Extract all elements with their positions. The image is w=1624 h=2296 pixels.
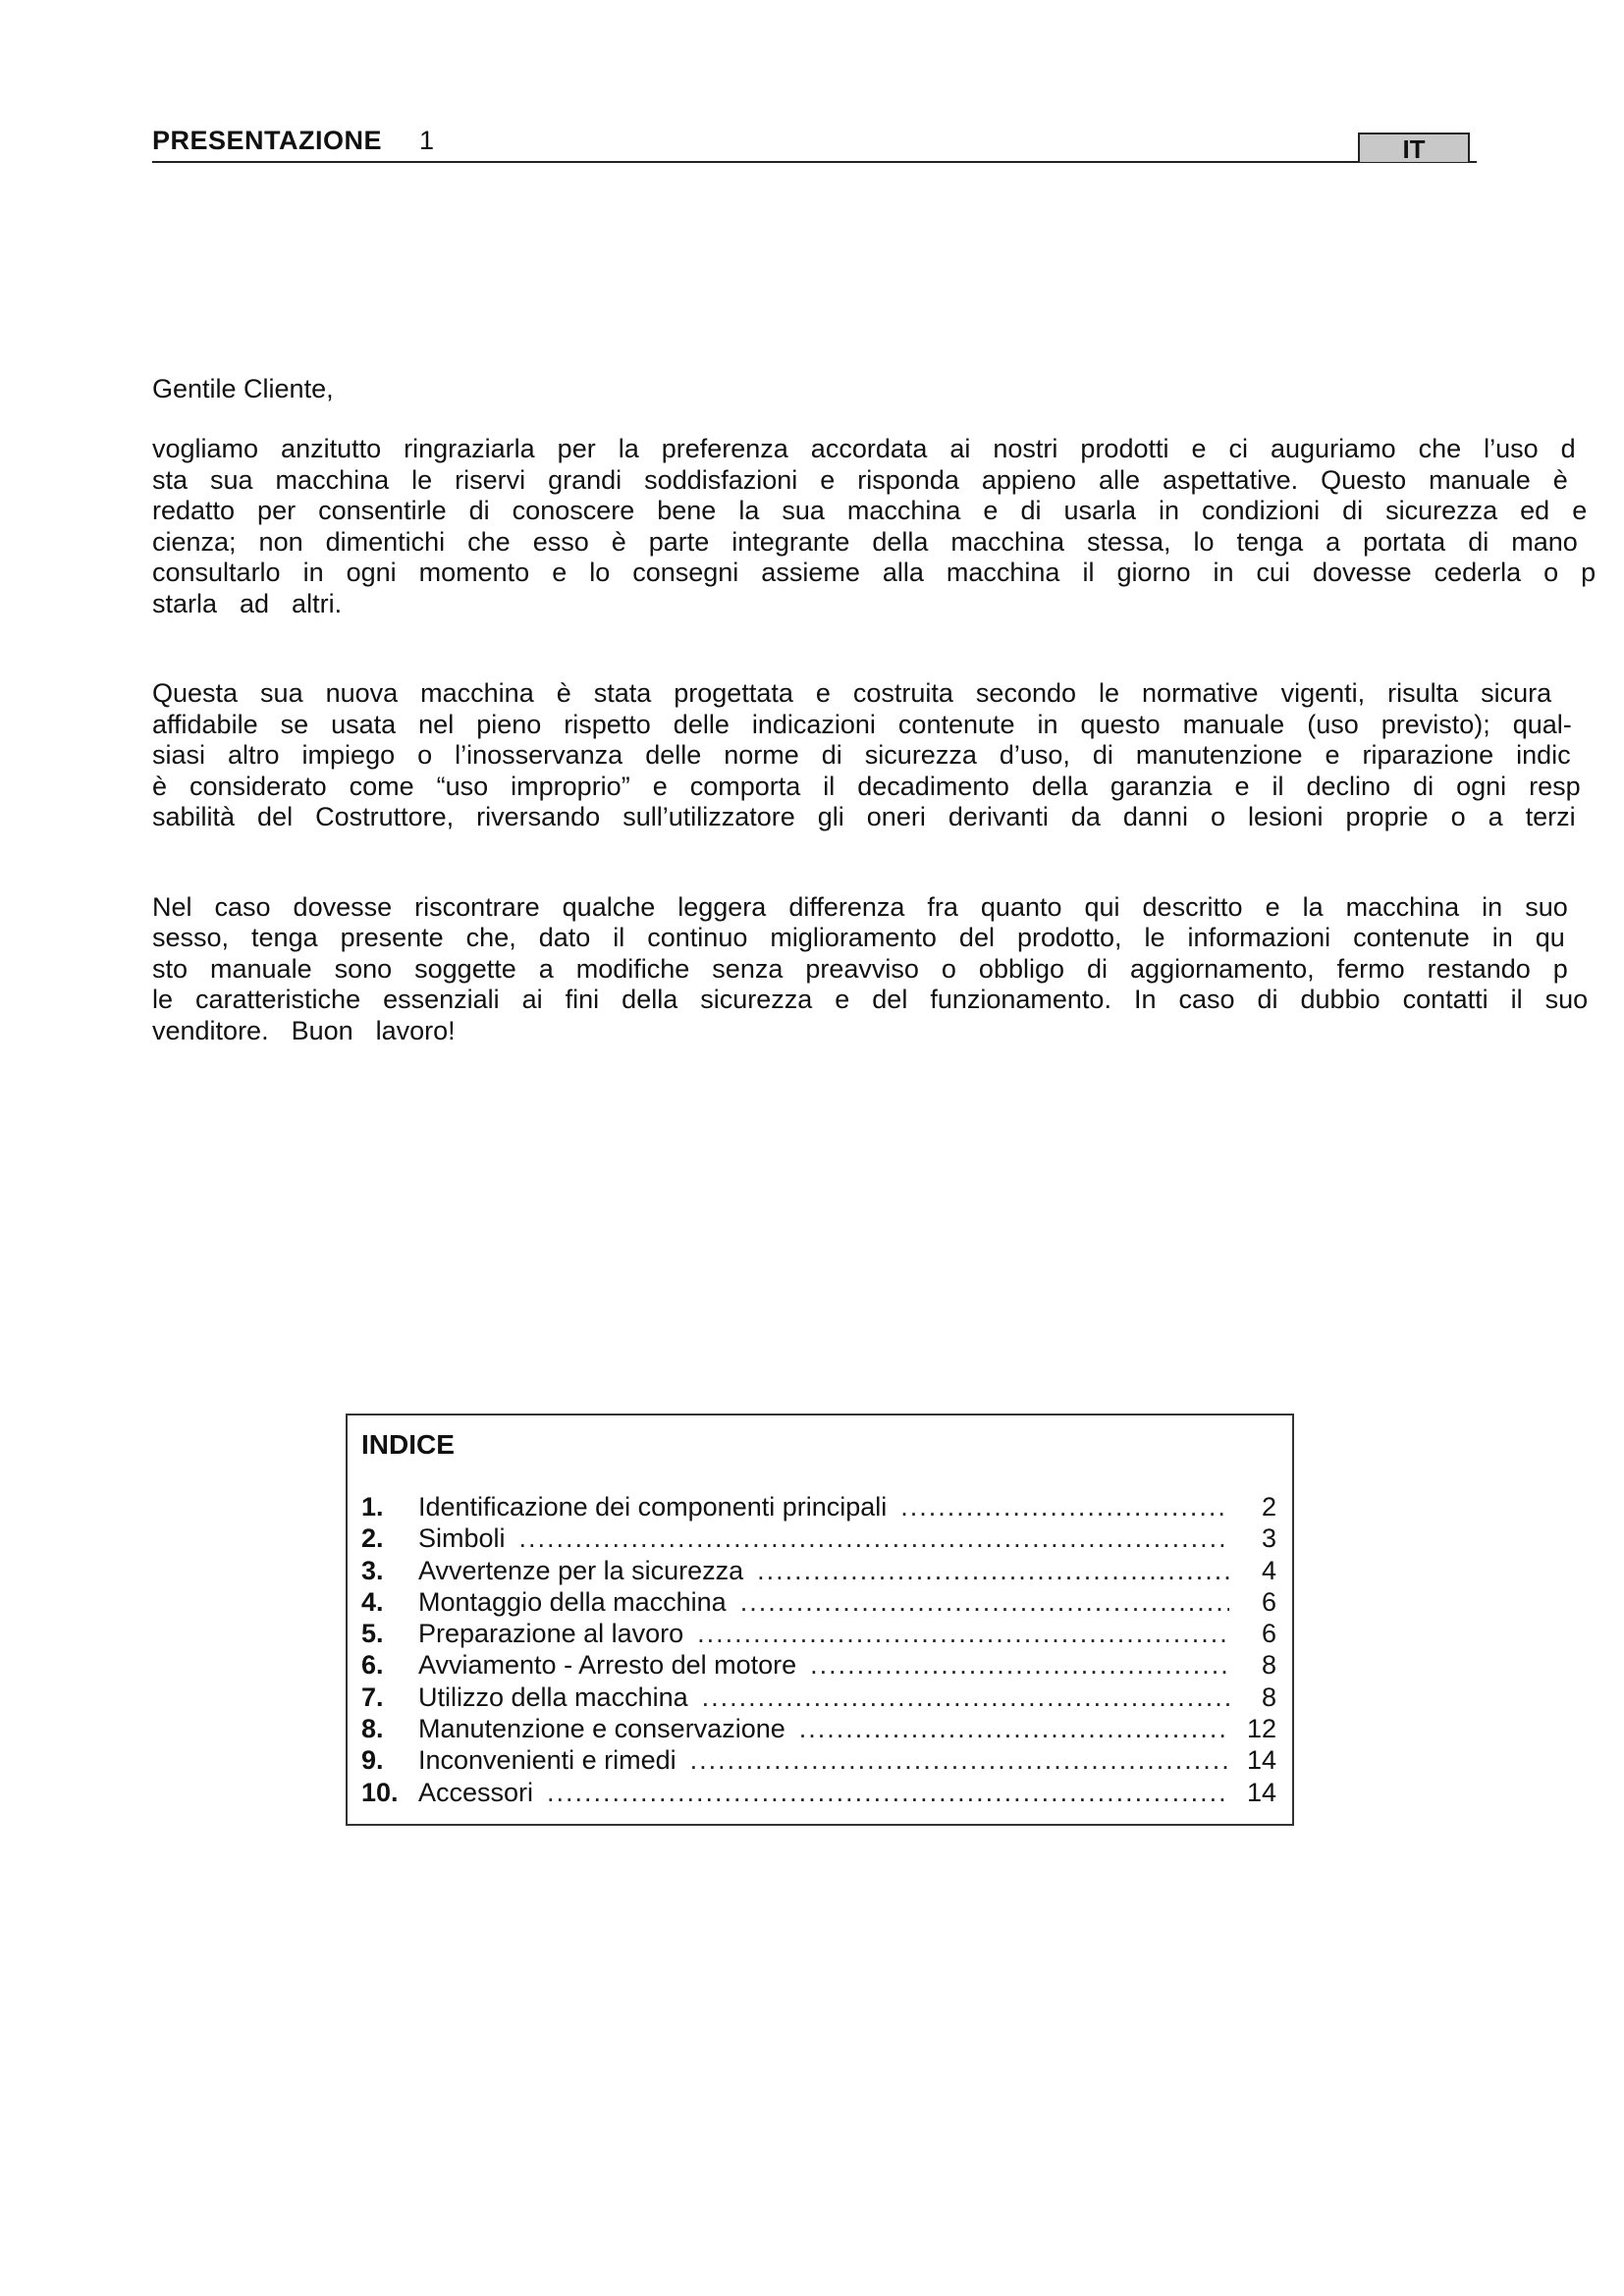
- dot-leader: [810, 1650, 1229, 1681]
- index-item: [361, 1714, 1276, 1745]
- index-item-number: 10.: [361, 1777, 399, 1807]
- index-item: [361, 1778, 1276, 1809]
- index-item-number: 9.: [361, 1745, 384, 1776]
- index-item-label: Montaggio della macchina: [418, 1586, 727, 1617]
- index-item-page: 8: [1261, 1682, 1276, 1712]
- language-badge: IT: [1358, 133, 1470, 162]
- index-item-page: 4: [1261, 1555, 1276, 1585]
- index-item-label: Simboli: [418, 1523, 506, 1554]
- index-item-label: Identificazione dei componenti principali: [418, 1492, 888, 1522]
- index-item-number: 5.: [361, 1619, 384, 1649]
- index-item-number: 3.: [361, 1555, 384, 1585]
- dot-leader: [740, 1587, 1229, 1618]
- dot-leader: [799, 1714, 1229, 1744]
- index-item-number: 2.: [361, 1523, 384, 1554]
- index-item: [361, 1556, 1276, 1587]
- dot-leader: [519, 1523, 1229, 1554]
- index-item-page: 2: [1261, 1492, 1276, 1522]
- dot-leader: [690, 1745, 1229, 1776]
- index-item-page: 6: [1261, 1586, 1276, 1617]
- paragraph-thanks: vogliamo anzitutto ringraziarla per la preferenza accordata ai nostri prodotti e ci auguriamo che l’uso d sta sua macchina le riservi grandi soddisfazioni e risponda appieno alle aspettative. Questo manuale è redatto per consentirle di conoscere bene la sua macchina e di usarla in condizioni di sicurezza ed e cienza; non dimentichi che esso è parte integrante della macchina stessa, lo tenga a portata di mano consultarlo in ogni momento e lo consegni assieme alla macchina il giorno in cui dovesse cederla o p starla ad altri.: [152, 434, 1597, 618]
- index-item-page: 6: [1261, 1619, 1276, 1649]
- index-item: [361, 1587, 1276, 1619]
- dot-leader: [757, 1556, 1229, 1586]
- index-item-number: 8.: [361, 1714, 384, 1744]
- index-box: [346, 1414, 1294, 1826]
- index-item-number: 7.: [361, 1682, 384, 1712]
- index-item-number: 4.: [361, 1586, 384, 1617]
- index-item: [361, 1682, 1276, 1714]
- index-item: [361, 1619, 1276, 1650]
- index-item-number: 6.: [361, 1650, 384, 1681]
- section-title: PRESENTAZIONE: [152, 126, 383, 155]
- letter-body: [152, 373, 1624, 1105]
- page-header: [152, 124, 1477, 163]
- index-item-label: Inconvenienti e rimedi: [418, 1745, 677, 1776]
- dot-leader: [547, 1778, 1229, 1808]
- index-item-page: 12: [1246, 1714, 1276, 1744]
- dot-leader: [697, 1619, 1229, 1649]
- index-item-page: 14: [1246, 1777, 1276, 1807]
- index-item-label: Preparazione al lavoro: [418, 1619, 684, 1649]
- index-item-page: 8: [1261, 1650, 1276, 1681]
- index-item-page: 14: [1246, 1745, 1276, 1776]
- index-item: [361, 1523, 1276, 1555]
- index-item-label: Avviamento - Arresto del motore: [418, 1650, 797, 1681]
- paragraph-safety: Questa sua nuova macchina è stata progettata e costruita secondo le normative vigenti, risulta sicura affidabile se usata nel pieno rispetto delle indicazioni contenute in questo manuale (uso previsto); qual- siasi altro impiego o l’inosservanza delle norme di sicurezza d’uso, di manutenzione e riparazione indic è considerato come “uso improprio” e comporta il decadimento della garanzia e il declino di ogni resp sabilità del Costruttore, riversando sull’utilizzatore gli oneri derivanti da danni o lesioni proprie o a terzi: [152, 678, 1581, 831]
- index-item: [361, 1650, 1276, 1682]
- salutation: Gentile Cliente,: [152, 374, 334, 403]
- index-list: [361, 1492, 1276, 1809]
- index-item: [361, 1492, 1276, 1523]
- index-item-page: 3: [1261, 1523, 1276, 1554]
- index-item-label: Manutenzione e conservazione: [418, 1714, 785, 1744]
- index-item-label: Accessori: [418, 1777, 534, 1807]
- index-item-label: Avvertenze per la sicurezza: [418, 1555, 744, 1585]
- index-title: INDICE: [361, 1429, 455, 1460]
- paragraph-differences: Nel caso dovesse riscontrare qualche leggera differenza fra quanto qui descritto e la macchina in suo sesso, tenga presente che, dato il continuo miglioramento del prodotto, le informazioni contenute in qu sto manuale sono soggette a modifiche senza preavviso o obbligo di aggiornamento, fermo restando p le caratteristiche essenziali ai fini della sicurezza e del funzionamento. In caso di dubbio contatti il suo venditore. Buon lavoro!: [152, 891, 1589, 1045]
- section-page-number: 1: [419, 126, 435, 155]
- index-item: [361, 1745, 1276, 1777]
- index-item-number: 1.: [361, 1492, 384, 1522]
- dot-leader: [900, 1492, 1229, 1522]
- dot-leader: [702, 1682, 1229, 1713]
- index-item-label: Utilizzo della macchina: [418, 1682, 688, 1712]
